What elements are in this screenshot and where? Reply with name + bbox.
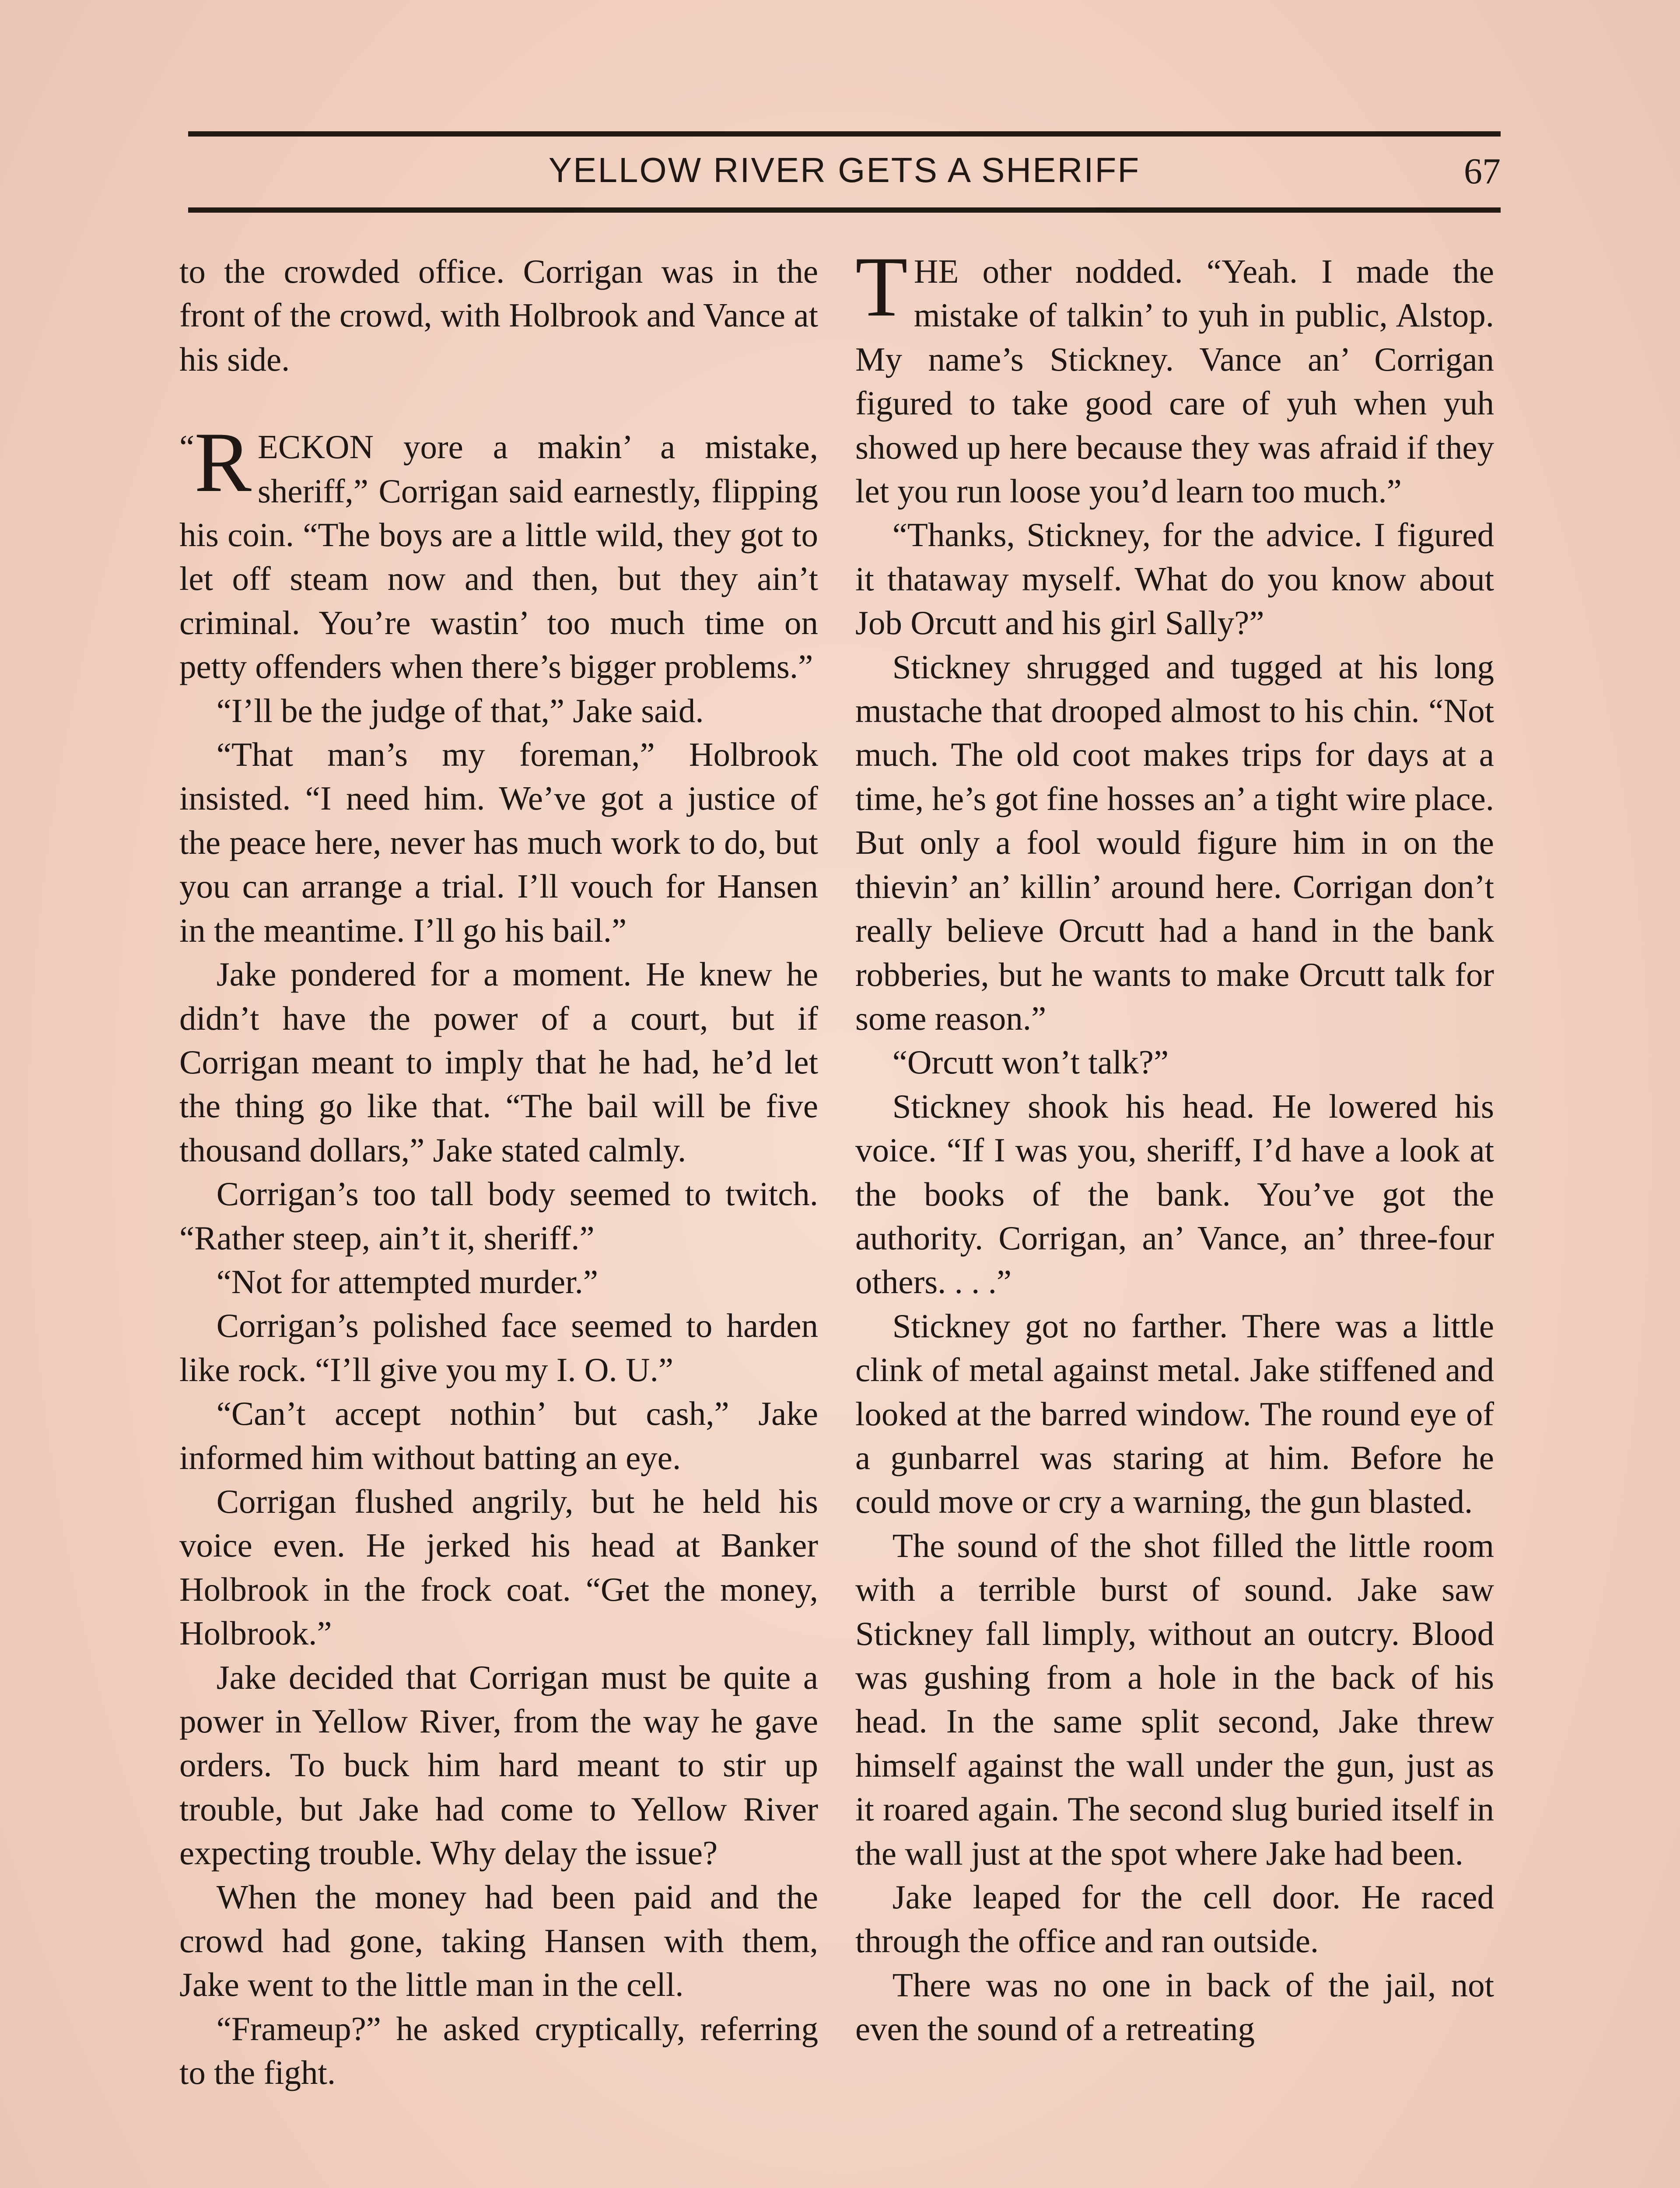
paragraph-text: ECKON yore a makin’ a mistake, sheriff,” Corrigan said earnestly, flipping his coin. “The boys are a little wild, they got to let off steam now and then, but they ain’t criminal. You’re wastin’ too much time on petty offenders when there’s bigger problems.” <box>179 428 818 686</box>
paragraph: Stickney shook his head. He lowered his voice. “If I was you, sheriff, I’d have a look at the books of the bank. You’ve got the authority. Corrigan, an’ Vance, an’ three-four others. . . .” <box>855 1087 1494 1301</box>
running-title: YELLOW RIVER GETS A SHERIFF <box>548 151 1141 189</box>
right-column <box>855 239 1494 2051</box>
page-number: 67 <box>1464 151 1501 192</box>
paragraph: Corrigan flushed angrily, but he held his voice even. He jerked his head at Banker Holbrook in the frock coat. “Get the money, Holbrook.” <box>179 1482 818 1652</box>
paragraph: “Can’t accept nothin’ but cash,” Jake informed him without batting an eye. <box>179 1395 818 1476</box>
paragraph: Jake pondered for a moment. He knew he didn’t have the power of a court, but if Corrigan meant to imply that he had, he’d let the thing go like that. “The bail will be five thousand dollars,” Jake stated calmly. <box>179 955 818 1169</box>
paragraph: Stickney got no farther. There was a little clink of metal against metal. Jake stiffened and looked at the barred window. The round eye of a gunbarrel was staring at him. Before he could move or cry a warning, the gun blasted. <box>855 1307 1494 1521</box>
paragraph: “That man’s my foreman,” Holbrook insisted. “I need him. We’ve got a justice of the peace here, never has much work to do, but you can arrange a trial. I’ll vouch for Hansen in the meantime. I’ll go his bail.” <box>179 736 818 949</box>
header-rule-bottom <box>188 207 1501 213</box>
paragraph-dropcap <box>855 239 1494 513</box>
paragraph: Jake leaped for the cell door. He raced through the office and ran outside. <box>855 1878 1494 1960</box>
paragraph: “Not for attempted murder.” <box>216 1262 598 1301</box>
paragraph: “Thanks, Stickney, for the advice. I figured it thataway myself. What do you know about Job Orcutt and his girl Sally?” <box>855 516 1494 642</box>
paragraph-text: HE other nodded. “Yeah. I made the mistake of talkin’ to yuh in public, Alstop. My name’s Stickney. Vance an’ Corrigan figured to take good care of yuh when yuh showed up here because they was afraid if they let you run loose you’d learn too much.” <box>855 252 1494 510</box>
paragraph: There was no one in back of the jail, not even the sound of a retreating <box>855 1966 1494 2048</box>
paragraph: The sound of the shot filled the little room with a terrible burst of sound. Jake saw Stickney fall limply, without an outcry. Blood was gushing from a hole in the back of his head. In the same split second, Jake threw himself against the wall under the gun, just as it roared again. The second slug buried itself in the wall just at the spot where Jake had been. <box>855 1526 1494 1872</box>
paragraph: “Orcutt won’t talk?” <box>892 1043 1169 1081</box>
drop-cap: R <box>194 415 252 510</box>
paragraph: “Frameup?” he asked cryptically, referring to the fight. <box>179 2009 818 2092</box>
opening-quote: “ <box>179 428 195 466</box>
paragraph: Jake decided that Corrigan must be quite a power in Yellow River, from the way he gave orders. To buck him hard meant to stir up trouble, but Jake had come to Yellow River expecting trouble. Why delay the issue? <box>179 1658 818 1872</box>
paragraph: “I’ll be the judge of that,” Jake said. <box>216 691 704 729</box>
paragraph: Corrigan’s too tall body seemed to twitch. “Rather steep, ain’t it, sheriff.” <box>179 1175 818 1257</box>
header-rule-top <box>188 131 1501 137</box>
running-head <box>188 142 1501 203</box>
paragraph: Stickney shrugged and tugged at his long mustache that drooped almost to his chin. “Not much. The old coot makes trips for days at a time, he’s got fine hosses an’ a tight wire place. But only a fool would figure him in on the thievin’ an’ killin’ around here. Corrigan don’t really believe Orcutt had a hand in the bank robberies, but he wants to make Orcutt talk for some reason.” <box>855 648 1494 1037</box>
paragraph: When the money had been paid and the crowd had gone, taking Hansen with them, Jake went to the little man in the cell. <box>179 1878 818 2004</box>
left-column <box>179 249 818 2095</box>
paragraph: Corrigan’s polished face seemed to harden like rock. “I’ll give you my I. O. U.” <box>179 1307 818 1389</box>
paragraph: to the crowded office. Corrigan was in the front of the crowd, with Holbrook and Vance at his side. <box>179 252 818 378</box>
drop-cap: T <box>855 239 908 334</box>
paragraph-dropcap <box>179 415 818 688</box>
